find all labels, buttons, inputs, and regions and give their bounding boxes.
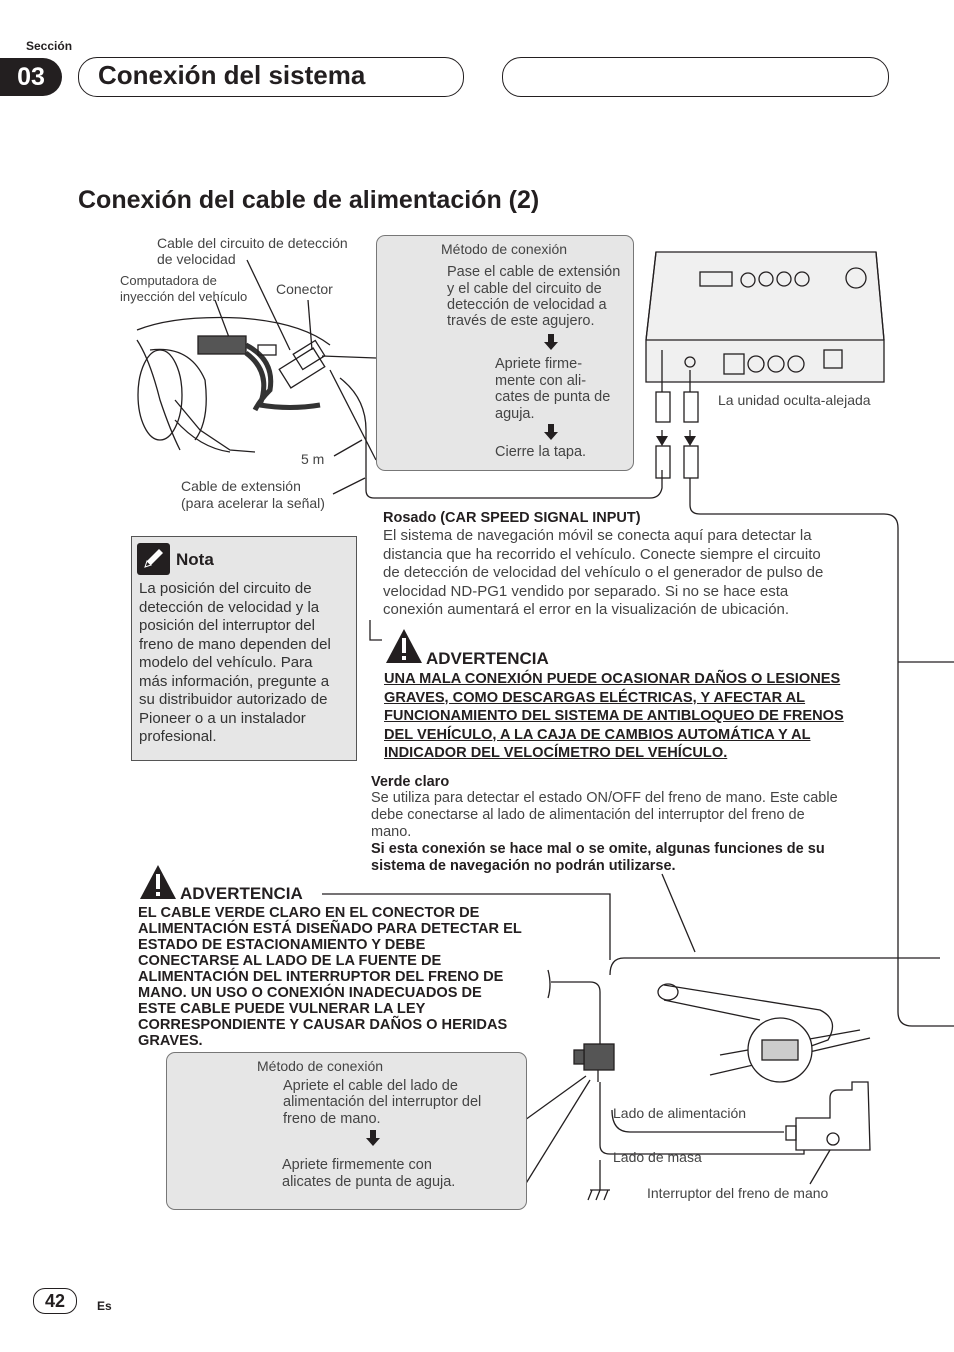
pink-line-3: de detección de velocidad del vehículo o el generador de pulso de <box>383 564 824 581</box>
label-computer-1: Computadora de <box>120 273 217 288</box>
method1-step1-line3: detección de velocidad a <box>447 297 607 313</box>
note-line: modelo del vehículo. Para <box>139 654 313 671</box>
warning2-line: ESTADO DE ESTACIONAMIENTO Y DEBE <box>138 937 426 953</box>
warning1-body <box>384 670 844 763</box>
green-line: mano. <box>371 824 412 840</box>
warning2-line: CONECTARSE AL LADO DE LA FUENTE DE <box>138 953 442 969</box>
method1-step1-line1: Pase el cable de extensión <box>447 264 621 280</box>
method1-title: Método de conexión <box>441 241 568 257</box>
method2-step1-line3: freno de mano. <box>283 1111 381 1127</box>
warning1-line: FUNCIONAMIENTO DEL SISTEMA DE ANTIBLOQUEO DE FRENOS <box>384 708 844 724</box>
warning2-line: ESTE CABLE PUEDE VULNERAR LA LEY <box>138 1001 426 1017</box>
warning1-line: INDICADOR DEL VELOCÍMETRO DEL VEHÍCULO. <box>384 745 728 761</box>
note-line: Pioneer o a un instalador <box>139 709 306 727</box>
note-line: profesional. <box>139 728 217 745</box>
language-code: Es <box>97 1299 112 1313</box>
green-heading: Verde claro <box>371 774 450 790</box>
method1-step1-line2: y el cable del circuito de <box>447 281 602 297</box>
note-line: La posición del circuito de <box>139 580 312 597</box>
note-title: Nota <box>176 550 214 569</box>
method1-step3: Cierre la tapa. <box>495 444 587 460</box>
warning2-line: EL CABLE VERDE CLARO EN EL CONECTOR DE <box>138 905 480 921</box>
method1-step2-line2: mente con ali- <box>495 373 587 389</box>
method1-step1-line4: través de este agujero. <box>447 313 595 329</box>
label-power-side: Lado de alimentación <box>613 1105 747 1121</box>
pink-line-5: conexión aumentará el error en la visualización de ubicación. <box>383 601 790 618</box>
note-line: posición del interruptor del <box>139 617 315 634</box>
green-line: debe conectarse al lado de alimentación del interruptor del freno de <box>371 807 805 823</box>
label-hidden-unit: La unidad oculta-alejada <box>718 392 871 408</box>
warning2-line: ALIMENTACIÓN DEL INTERRUPTOR DEL FRENO DE <box>138 969 504 985</box>
section-label: Sección <box>26 39 73 53</box>
method2-step2-line1: Apriete firmemente con <box>282 1157 432 1173</box>
pink-heading: Rosado (CAR SPEED SIGNAL INPUT) <box>383 510 641 526</box>
method1-step2-line4: aguja. <box>495 406 535 422</box>
arrow-down-icon <box>366 1130 380 1146</box>
label-extension-2: (para acelerar la señal) <box>181 495 325 511</box>
warning2-line: CORRESPONDIENTE Y CAUSAR DAÑOS O HERIDAS <box>138 1017 508 1033</box>
warning1-line: DEL VEHÍCULO, A LA CAJA DE CAMBIOS AUTOMÁTICA Y AL <box>384 726 811 743</box>
pink-line-2: distancia que ha recorrido el vehículo. Conecte siempre el circuito <box>383 545 821 563</box>
green-bold-line: sistema de navegación no podrán utilizarse. <box>371 858 676 874</box>
warning-triangle-icon <box>384 627 424 665</box>
arrow-down-icon <box>544 424 558 440</box>
method1-step2-line1: Apriete firme- <box>495 356 583 372</box>
warning-triangle-icon <box>138 863 178 901</box>
note-line: su distribuidor autorizado de <box>139 691 328 708</box>
label-speed-circuit-2: de velocidad <box>157 251 236 267</box>
label-speed-circuit-1: Cable del circuito de detección <box>157 235 348 251</box>
method2-title: Método de conexión <box>257 1058 384 1074</box>
green-line: Se utiliza para detectar el estado ON/OFF del freno de mano. Este cable <box>371 790 838 806</box>
label-brake-switch: Interruptor del freno de mano <box>647 1185 829 1201</box>
note-body <box>139 580 349 747</box>
warning2-line: ALIMENTACIÓN ESTÁ DISEÑADO PARA DETECTAR EL <box>138 921 522 937</box>
warning2-line: GRAVES. <box>138 1033 203 1049</box>
pencil-note-icon <box>137 543 170 575</box>
method2-step1-line1: Apriete el cable del lado de <box>283 1078 458 1094</box>
arrow-down-icon <box>544 334 558 350</box>
pink-line-1: El sistema de navegación móvil se conecta aquí para detectar la <box>383 527 812 544</box>
section-title: Conexión del sistema <box>98 60 366 90</box>
page-number: 42 <box>33 1288 77 1314</box>
note-line: freno de mano dependen del <box>139 635 331 653</box>
warning2-line: MANO. UN USO O CONEXIÓN INADECUADOS DE <box>138 985 482 1001</box>
page-title: Conexión del cable de alimentación (2) <box>78 186 540 214</box>
pink-line-4: velocidad ND-PG1 vendido por separado. Si no se hace esta <box>383 582 789 600</box>
label-computer-2: inyección del vehículo <box>120 289 248 304</box>
green-bold-line: Si esta conexión se hace mal o se omite, algunas funciones de su <box>371 841 825 857</box>
warning2-body <box>138 905 522 1049</box>
method2-step1-line2: alimentación del interruptor del <box>283 1094 482 1110</box>
warning1-heading: ADVERTENCIA <box>426 649 549 668</box>
green-body <box>371 790 838 875</box>
note-line: más información, pregunte a <box>139 672 330 690</box>
method2-step2-line2: alicates de punta de aguja. <box>282 1174 456 1190</box>
warning2-heading: ADVERTENCIA <box>180 884 303 903</box>
section-number-badge: 03 <box>0 58 62 96</box>
label-connector: Conector <box>276 281 333 297</box>
label-5m: 5 m <box>301 451 325 467</box>
method1-step2-line3: cates de punta de <box>495 389 611 405</box>
warning1-line: UNA MALA CONEXIÓN PUEDE OCASIONAR DAÑOS O LESIONES <box>384 671 841 687</box>
label-ground-side: Lado de masa <box>613 1149 702 1165</box>
label-extension-1: Cable de extensión <box>181 478 301 494</box>
warning1-line: GRAVES, COMO DESCARGAS ELÉCTRICAS, Y AFECTAR AL <box>384 689 806 706</box>
note-line: detección de velocidad y la <box>139 598 320 616</box>
